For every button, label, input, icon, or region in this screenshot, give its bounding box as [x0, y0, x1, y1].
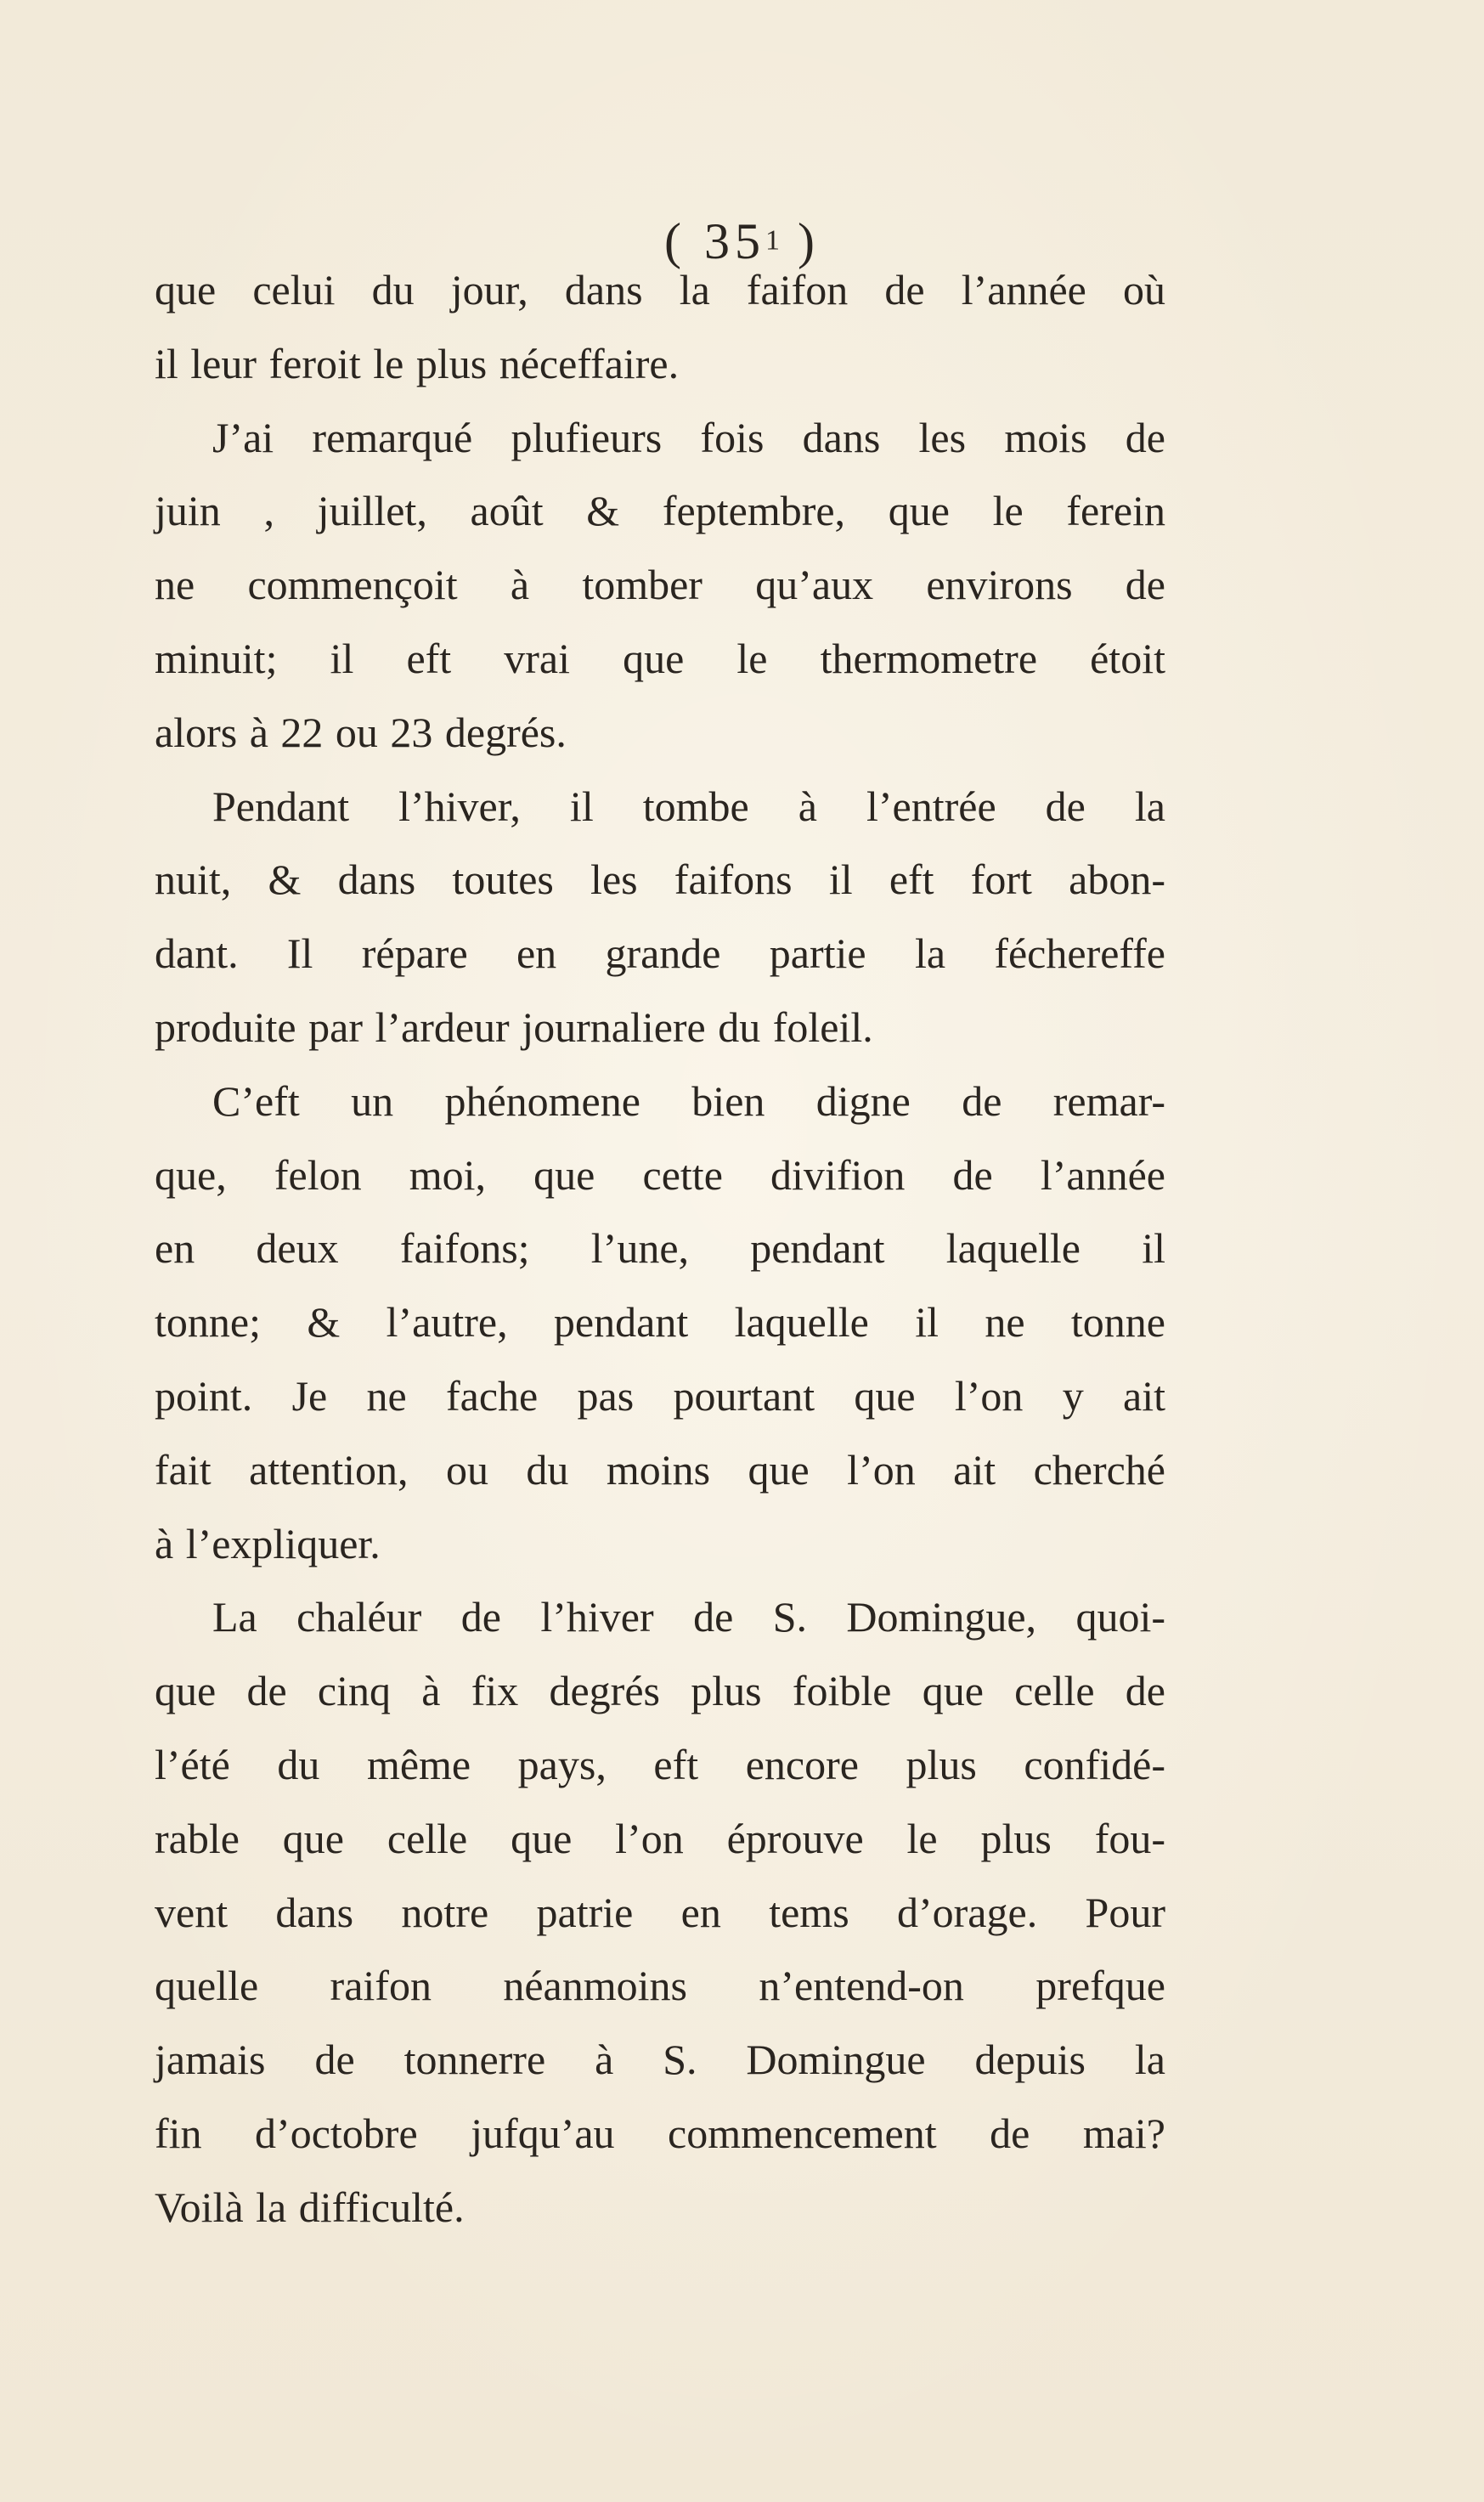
- text-line: fait attention, ou du moins que l’on ait cherché: [155, 1445, 1165, 1494]
- text-line: fin d’octobre jufqu’au commencement de mai?: [155, 2109, 1165, 2157]
- text-line: en deux faifons; l’une, pendant laquelle il: [155, 1224, 1165, 1273]
- text-line: La chaléur de l’hiver de S. Domingue, quoi-: [212, 1593, 1165, 1641]
- text-line: produite par l’ardeur journaliere du foleil.: [155, 1002, 873, 1051]
- text-line: minuit; il eft vrai que le thermometre étoit: [155, 634, 1165, 682]
- text-line: dant. Il répare en grande partie la féchereffe: [155, 929, 1165, 978]
- text-line: jamais de tonnerre à S. Domingue depuis la: [155, 2036, 1165, 2084]
- text-line: que de cinq à fix degrés plus foible que celle de: [155, 1667, 1165, 1715]
- text-line: C’eft un phénomene bien digne de remar-: [212, 1076, 1165, 1125]
- text-line: quelle raifon néanmoins n’entend-on prefque: [155, 1962, 1165, 2010]
- text-line: l’été du même pays, eft encore plus confidé-: [155, 1740, 1165, 1788]
- text-line: vent dans notre patrie en tems d’orage. Pour: [155, 1888, 1165, 1936]
- text-line: à l’expliquer.: [155, 1519, 381, 1567]
- text-line: que celui du jour, dans la faifon de l’année où: [155, 266, 1165, 313]
- text-line: point. Je ne fache pas pourtant que l’on y ait: [155, 1371, 1165, 1420]
- text-line: il leur feroit le plus néceffaire.: [155, 339, 680, 387]
- text-line: ne commençoit à tomber qu’aux environs de: [155, 561, 1165, 609]
- text-line: Pendant l’hiver, il tombe à l’entrée de la: [212, 782, 1165, 830]
- text-line: J’ai remarqué plufieurs fois dans les mois de: [212, 413, 1165, 461]
- text-line: juin , juillet, août & feptembre, que le ferein: [155, 487, 1165, 535]
- text-line: alors à 22 ou 23 degrés.: [155, 708, 567, 756]
- page-number-open: ( 35: [664, 213, 765, 269]
- page-number-superscript: 1: [765, 224, 780, 257]
- text-line: rable que celle que l’on éprouve le plus fou-: [155, 1814, 1165, 1862]
- body-text: [155, 253, 1165, 2245]
- text-line: Voilà la difficulté.: [155, 2183, 465, 2231]
- page-number-close: ): [780, 213, 820, 269]
- text-line: tonne; & l’autre, pendant laquelle il ne tonne: [155, 1298, 1165, 1347]
- text-line: que, felon moi, que cette divifion de l’année: [155, 1150, 1165, 1199]
- text-line: nuit, & dans toutes les faifons il eft fort abon-: [155, 856, 1165, 904]
